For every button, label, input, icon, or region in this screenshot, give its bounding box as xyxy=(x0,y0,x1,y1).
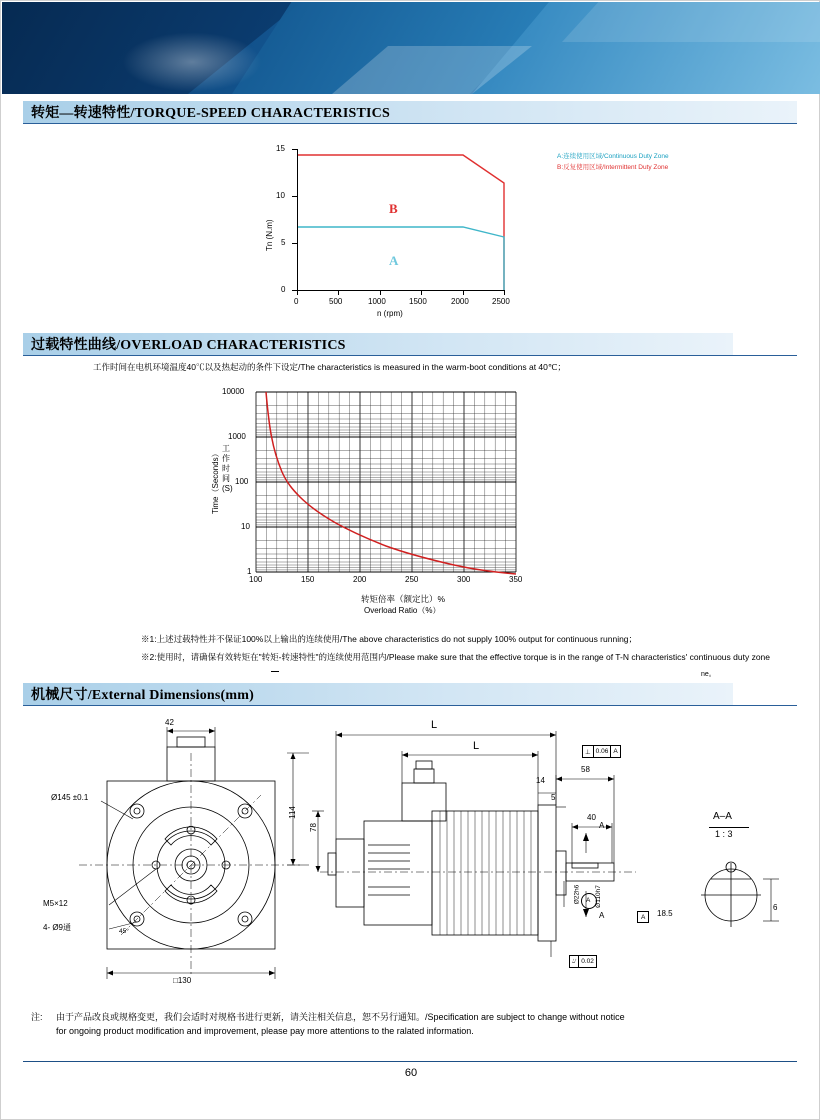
torque-xtick-1500: 1500 xyxy=(409,297,427,306)
overload-note-1: ※1:上述过载特性并不保证100%以上输出的连续使用/The above characteristics do not supply 100% output for continuous running； xyxy=(141,634,638,644)
torque-xtick-2000: 2000 xyxy=(451,297,469,306)
torque-ytick-5: 5 xyxy=(281,238,286,247)
gdt-frame-perp xyxy=(569,955,597,968)
section-title-torque-text: 转矩—转速特性/TORQUE-SPEED CHARACTERISTICS xyxy=(31,106,390,121)
section-scale-aa: 1 : 3 xyxy=(715,829,733,839)
note-dash xyxy=(271,671,279,672)
side-dim-L-outer: L xyxy=(431,719,438,731)
side-section-label-inside: A xyxy=(586,897,591,904)
torque-x-axis-label: n (rpm) xyxy=(377,309,403,318)
side-section-mark-bottom: A xyxy=(599,911,605,920)
gdt-datum-a-1: A xyxy=(613,748,618,755)
torque-y-axis-label: Tn (N.m) xyxy=(265,219,274,251)
overload-y-axis-label-en: Time（Seconds） xyxy=(211,449,220,514)
header-banner xyxy=(2,2,820,94)
section-view-aa xyxy=(693,853,803,943)
gdt-symbol-perpendicular: ⊥ xyxy=(583,746,594,757)
side-dim-58: 58 xyxy=(581,765,590,774)
section-title-overload xyxy=(23,333,733,355)
front-dim-m5: M5×12 xyxy=(43,899,68,908)
front-dim-130: □130 xyxy=(173,976,192,985)
overload-ytick-10000: 10000 xyxy=(222,387,245,396)
overload-xtick-200: 200 xyxy=(353,575,367,584)
section-title-overload-text: 过载特性曲线/OVERLOAD CHARACTERISTICS xyxy=(31,338,346,353)
overload-x-axis-label-cn: 转矩倍率（额定比）% xyxy=(361,594,446,604)
section-title-dimensions-text: 机械尺寸/External Dimensions(mm) xyxy=(31,688,254,703)
banner-shape-5 xyxy=(562,2,820,42)
section-underline-overload xyxy=(23,355,797,356)
torque-xtick-0: 0 xyxy=(294,297,299,306)
torque-xtick-500: 500 xyxy=(329,297,343,306)
footer-line-1: 由于产品改良或规格变更，我们会适时对规格书进行更新，请关注相关信息，恕不另行通知。/Specification are subject to change without notice xyxy=(56,1012,625,1022)
overload-ytick-10: 10 xyxy=(241,522,250,531)
front-dim-flange: Ø145 ±0.1 xyxy=(51,793,89,802)
side-dim-spigot: Ø110h7 xyxy=(594,885,602,908)
side-dim-78: 78 xyxy=(308,823,318,832)
overload-xtick-150: 150 xyxy=(301,575,315,584)
section-underline-torque xyxy=(23,123,797,124)
torque-ytick-15: 15 xyxy=(276,144,285,153)
footer-line-2: for ongoing product modification and improvement, please pay more attentions to the ralated information. xyxy=(56,1026,474,1036)
overload-x-axis-label-en: Overload Ratio（%） xyxy=(364,606,441,615)
overload-note-2: ※2:使用时，请确保有效转矩在"转矩-转速特性"的连续使用范围内/Please make sure that the effective torque is in the range of T-N characteristics' continuous duty zone xyxy=(141,652,771,662)
torque-speed-chart xyxy=(259,141,529,318)
torque-annotation-a: A xyxy=(389,253,399,268)
section-dim-18-5: 18.5 xyxy=(657,909,673,918)
legend-item-b: B:反复使用区域/Intermittent Duty Zone xyxy=(557,164,669,171)
section-title-aa: A–A xyxy=(713,811,732,822)
overload-ytick-100: 100 xyxy=(235,477,249,486)
overload-xtick-100: 100 xyxy=(249,575,263,584)
gdt-perp-value: 0.02 xyxy=(581,958,594,965)
torque-ytick-0: 0 xyxy=(281,285,286,294)
side-section-mark-top: A xyxy=(599,821,605,830)
torque-legend xyxy=(557,151,669,173)
overload-xtick-300: 300 xyxy=(457,575,471,584)
side-dim-5: 5 xyxy=(551,793,556,802)
legend-item-a: A:连续使用区域/Continuous Duty Zone xyxy=(557,153,669,160)
overload-xtick-250: 250 xyxy=(405,575,419,584)
side-dim-L-inner: L xyxy=(473,740,480,752)
front-dim-hole: 4- Ø9通 xyxy=(43,923,72,932)
overload-xtick-350: 350 xyxy=(509,575,523,584)
overload-ytick-1000: 1000 xyxy=(228,432,246,441)
page-number: 60 xyxy=(404,1067,418,1079)
footer-rule xyxy=(23,1061,797,1062)
gdt-symbol-parallel: ⌰ xyxy=(570,956,579,967)
section-title-rule xyxy=(709,827,749,828)
gdt-flatness-value: 0.06 xyxy=(594,746,612,757)
torque-xtick-2500: 2500 xyxy=(492,297,510,306)
section-underline-dimensions xyxy=(23,705,797,706)
section-title-torque xyxy=(23,101,797,123)
torque-curves xyxy=(259,141,529,311)
gdt-frame-flatness xyxy=(582,745,621,758)
overload-ytick-1: 1 xyxy=(247,567,252,576)
section-dim-6: 6 xyxy=(773,903,778,912)
gdt-datum-a-2: A xyxy=(641,914,646,921)
torque-xtick-1000: 1000 xyxy=(368,297,386,306)
side-dim-shaft: Ø22h6 xyxy=(573,884,581,905)
front-dim-45deg: 45° xyxy=(119,928,129,935)
torque-annotation-b: B xyxy=(389,201,398,216)
side-dim-40: 40 xyxy=(587,813,596,822)
side-view xyxy=(306,721,676,1006)
overload-y-axis-label-cn: 工作时间(S) xyxy=(222,444,233,493)
front-dim-114: 114 xyxy=(287,806,297,819)
footer-label: 注: xyxy=(31,1012,43,1022)
overload-plot xyxy=(216,384,536,584)
torque-ytick-10: 10 xyxy=(276,191,285,200)
overload-chart xyxy=(211,384,536,584)
section-title-dimensions xyxy=(23,683,733,705)
overload-note-2b: ne。 xyxy=(701,671,716,678)
side-dim-14: 14 xyxy=(536,776,545,785)
front-dim-42: 42 xyxy=(165,718,174,727)
overload-subtitle: 工作时间在电机环境温度40℃以及热起动的条件下设定/The characteristics is measured in the warm-boot conditions at 40℃； xyxy=(93,362,566,372)
banner-glow xyxy=(122,32,262,92)
mechanical-drawing xyxy=(21,713,801,1003)
